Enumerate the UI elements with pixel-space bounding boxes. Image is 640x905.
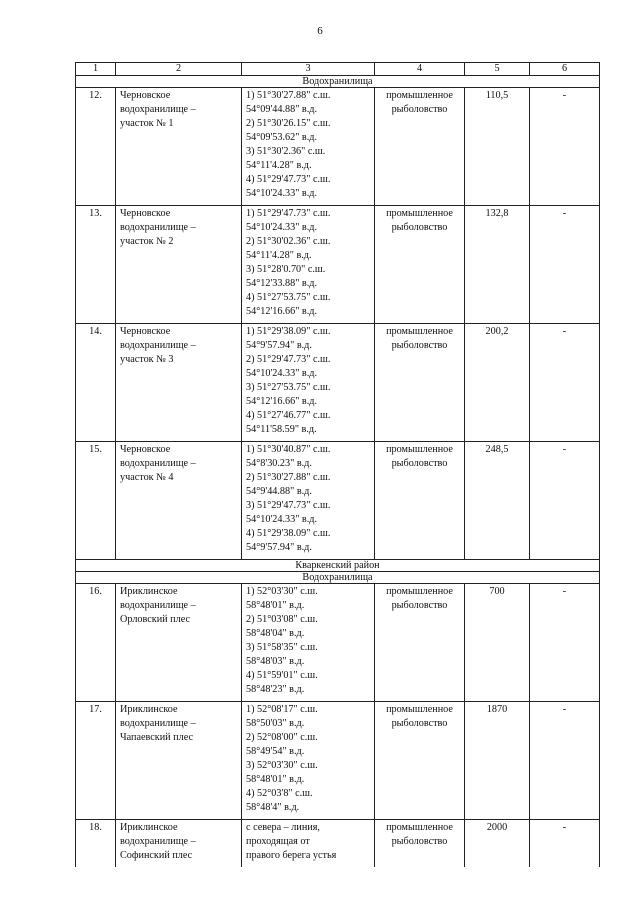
boundary-coordinates — [242, 702, 375, 820]
section-title-row — [76, 572, 600, 584]
coordinate-line: 1) 52°08'17" с.ш. — [246, 704, 318, 715]
coordinate-line: 3) 51°29'47.73" с.ш. — [246, 500, 331, 511]
area-value: 248,5 — [465, 442, 530, 560]
purpose-line: промышленное — [386, 326, 453, 337]
coordinate-line: 1) 51°29'47.73" с.ш. — [246, 208, 331, 219]
coordinate-line: 54°10'24.33" в.д. — [246, 368, 317, 379]
purpose-line: рыболовство — [391, 222, 448, 233]
fishing-purpose — [375, 206, 465, 324]
coordinate-line: 58°48'23" в.д. — [246, 684, 305, 695]
column-header-5: 5 — [465, 63, 530, 76]
coordinate-line: 54°10'24.33" в.д. — [246, 222, 317, 233]
reservoir-name — [116, 206, 242, 324]
fishing-purpose — [375, 702, 465, 820]
coordinate-line: 2) 51°30'26.15" с.ш. — [246, 118, 331, 129]
fishing-purpose — [375, 324, 465, 442]
reservoir-name — [116, 702, 242, 820]
coordinate-line: 54°09'44.88" в.д. — [246, 104, 317, 115]
coordinate-line: 54°12'16.66" в.д. — [246, 396, 317, 407]
reservoir-name — [116, 820, 242, 868]
column-6-value: - — [530, 206, 600, 324]
table-row — [76, 442, 600, 560]
reservoir-name-line: Орловский плес — [120, 614, 190, 625]
coordinate-line: 3) 51°27'53.75" с.ш. — [246, 382, 331, 393]
reservoir-name-line: участок № 4 — [120, 472, 174, 483]
district-title-row — [76, 560, 600, 572]
reservoir-name-line: участок № 2 — [120, 236, 174, 247]
coordinate-line: 54°9'57.94" в.д. — [246, 340, 312, 351]
column-header-1: 1 — [76, 63, 116, 76]
reservoir-name-line: водохранилище – — [120, 222, 196, 233]
coordinate-line: 2) 51°03'08" с.ш. — [246, 614, 318, 625]
coordinate-line: 54°11'4.28" в.д. — [246, 160, 312, 171]
area-value: 700 — [465, 584, 530, 702]
fishing-purpose — [375, 820, 465, 868]
reservoir-name-line: водохранилище – — [120, 104, 196, 115]
row-number: 18. — [76, 820, 116, 868]
coordinate-line: 1) 52°03'30" с.ш. — [246, 586, 318, 597]
coordinate-line: 58°49'54" в.д. — [246, 746, 305, 757]
fishing-purpose — [375, 442, 465, 560]
reservoir-name-line: Черновское — [120, 208, 171, 219]
table-row — [76, 88, 600, 206]
purpose-line: промышленное — [386, 822, 453, 833]
table-row — [76, 584, 600, 702]
table-row — [76, 206, 600, 324]
coordinate-line: 3) 51°30'2.36" с.ш. — [246, 146, 326, 157]
row-number: 13. — [76, 206, 116, 324]
purpose-line: промышленное — [386, 704, 453, 715]
coordinate-line: 1) 51°29'38.09" с.ш. — [246, 326, 331, 337]
coordinate-line: 58°48'04" в.д. — [246, 628, 305, 639]
boundary-coordinates — [242, 584, 375, 702]
section-title-row-cell: Водохранилища — [76, 572, 600, 584]
coordinate-line: 2) 51°30'27.88" с.ш. — [246, 472, 331, 483]
section-title-row — [76, 76, 600, 88]
fishing-purpose — [375, 88, 465, 206]
boundary-coordinates — [242, 442, 375, 560]
column-6-value: - — [530, 702, 600, 820]
reservoir-name-line: Черновское — [120, 326, 171, 337]
column-header-4: 4 — [375, 63, 465, 76]
purpose-line: рыболовство — [391, 340, 448, 351]
reservoir-name-line: участок № 3 — [120, 354, 174, 365]
table-row — [76, 702, 600, 820]
coordinate-line: 54°12'33.88" в.д. — [246, 278, 317, 289]
coordinate-line: 58°48'03" в.д. — [246, 656, 305, 667]
boundary-coordinates — [242, 206, 375, 324]
coordinate-line: 54°10'24.33" в.д. — [246, 188, 317, 199]
boundary-coordinates — [242, 324, 375, 442]
area-value: 2000 — [465, 820, 530, 868]
boundary-coordinates — [242, 820, 375, 868]
area-value: 1870 — [465, 702, 530, 820]
reservoir-name-line: участок № 1 — [120, 118, 174, 129]
reservoir-name-line: Черновское — [120, 444, 171, 455]
coordinate-line: 1) 51°30'40.87" с.ш. — [246, 444, 331, 455]
coordinate-line: 3) 51°28'0.70" с.ш. — [246, 264, 326, 275]
reservoir-name-line: водохранилище – — [120, 600, 196, 611]
coordinate-line: 54°9'57.94" в.д. — [246, 542, 312, 553]
coordinate-line: 2) 51°29'47.73" с.ш. — [246, 354, 331, 365]
column-6-value: - — [530, 442, 600, 560]
section-title-row-cell: Водохранилища — [76, 76, 600, 88]
coordinate-line: 54°09'53.62" в.д. — [246, 132, 317, 143]
coordinate-line: 58°50'03" в.д. — [246, 718, 305, 729]
coordinate-line: 58°48'4" в.д. — [246, 802, 300, 813]
reservoir-name-line: Софинский плес — [120, 850, 193, 861]
reservoir-name-line: Ириклинское — [120, 586, 178, 597]
row-number: 17. — [76, 702, 116, 820]
coordinate-line: правого берега устья — [246, 850, 337, 861]
purpose-line: рыболовство — [391, 458, 448, 469]
coordinate-line: 54°8'30.23" в.д. — [246, 458, 312, 469]
purpose-line: рыболовство — [391, 836, 448, 847]
coordinate-line: с севера – линия, — [246, 822, 320, 833]
row-number: 16. — [76, 584, 116, 702]
reservoir-name — [116, 584, 242, 702]
reservoir-name-line: Ириклинское — [120, 822, 178, 833]
header-row — [76, 63, 600, 76]
column-header-2: 2 — [116, 63, 242, 76]
reservoir-name-line: Черновское — [120, 90, 171, 101]
reservoir-name-line: Ириклинское — [120, 704, 178, 715]
reservoir-name — [116, 324, 242, 442]
row-number: 12. — [76, 88, 116, 206]
reservoir-name-line: водохранилище – — [120, 458, 196, 469]
column-6-value: - — [530, 820, 600, 868]
coordinate-line: 2) 52°08'00" с.ш. — [246, 732, 318, 743]
fishing-areas-table — [75, 62, 600, 867]
coordinate-line: 4) 51°29'47.73" с.ш. — [246, 174, 331, 185]
reservoir-name-line: водохранилище – — [120, 836, 196, 847]
purpose-line: рыболовство — [391, 718, 448, 729]
column-header-6: 6 — [530, 63, 600, 76]
purpose-line: рыболовство — [391, 600, 448, 611]
column-6-value: - — [530, 88, 600, 206]
purpose-line: промышленное — [386, 444, 453, 455]
coordinate-line: 54°9'44.88" в.д. — [246, 486, 312, 497]
page-number: 6 — [317, 25, 323, 37]
area-value: 200,2 — [465, 324, 530, 442]
area-value: 132,8 — [465, 206, 530, 324]
coordinate-line: 4) 51°59'01" с.ш. — [246, 670, 318, 681]
reservoir-name-line: водохранилище – — [120, 718, 196, 729]
column-header-3: 3 — [242, 63, 375, 76]
coordinate-line: 4) 51°29'38.09" с.ш. — [246, 528, 331, 539]
coordinate-line: 3) 51°58'35" с.ш. — [246, 642, 318, 653]
coordinate-line: 1) 51°30'27.88" с.ш. — [246, 90, 331, 101]
coordinate-line: 58°48'01" в.д. — [246, 774, 305, 785]
fishing-purpose — [375, 584, 465, 702]
coordinate-line: 54°11'4.28" в.д. — [246, 250, 312, 261]
coordinate-line: 2) 51°30'02.36" с.ш. — [246, 236, 331, 247]
purpose-line: промышленное — [386, 208, 453, 219]
table-row — [76, 820, 600, 868]
boundary-coordinates — [242, 88, 375, 206]
purpose-line: рыболовство — [391, 104, 448, 115]
row-number: 15. — [76, 442, 116, 560]
coordinate-line: 58°48'01" в.д. — [246, 600, 305, 611]
coordinate-line: 4) 52°03'8" с.ш. — [246, 788, 313, 799]
purpose-line: промышленное — [386, 586, 453, 597]
coordinate-line: 54°12'16.66" в.д. — [246, 306, 317, 317]
reservoir-name-line: Чапаевский плес — [120, 732, 194, 743]
coordinate-line: 54°11'58.59" в.д. — [246, 424, 317, 435]
coordinate-line: проходящая от — [246, 836, 310, 847]
table-row — [76, 324, 600, 442]
area-value: 110,5 — [465, 88, 530, 206]
column-6-value: - — [530, 584, 600, 702]
coordinate-line: 3) 52°03'30" с.ш. — [246, 760, 318, 771]
row-number: 14. — [76, 324, 116, 442]
coordinate-line: 4) 51°27'46.77" с.ш. — [246, 410, 331, 421]
reservoir-name-line: водохранилище – — [120, 340, 196, 351]
district-title-row-cell: Кваркенский район — [76, 560, 600, 572]
reservoir-name — [116, 88, 242, 206]
coordinate-line: 4) 51°27'53.75" с.ш. — [246, 292, 331, 303]
column-6-value: - — [530, 324, 600, 442]
purpose-line: промышленное — [386, 90, 453, 101]
reservoir-name — [116, 442, 242, 560]
coordinate-line: 54°10'24.33" в.д. — [246, 514, 317, 525]
